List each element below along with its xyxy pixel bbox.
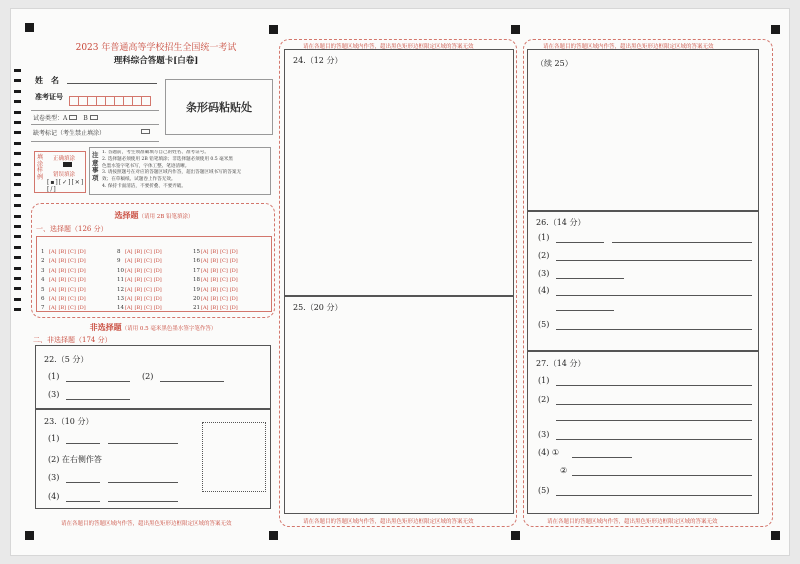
exam-title: 2023 年普通高等学校招生全国统一考试	[75, 43, 237, 53]
choice-bubble[interactable]: [C]	[220, 277, 228, 284]
q26-answer-line[interactable]	[556, 278, 624, 279]
q22-answer-line[interactable]	[160, 381, 224, 382]
choice-bubble[interactable]: [A]	[49, 267, 57, 274]
choice-bubble[interactable]: [C]	[68, 277, 76, 284]
choice-row	[193, 252, 265, 265]
choice-grid	[41, 243, 271, 312]
correct-fill-sample	[63, 162, 72, 167]
exam-id-boxes[interactable]	[69, 91, 159, 101]
choice-bubble[interactable]: [D]	[229, 249, 238, 255]
note-item: 色墨水签字笔书写，字体工整、笔迹清晰。	[102, 163, 190, 169]
note-item: 1. 答题前，考生须准确填写自己的姓名、准考证号。	[102, 150, 209, 155]
choice-bubble[interactable]: [C]	[144, 267, 152, 274]
choice-question-number: 12	[117, 286, 124, 293]
choice-bubble[interactable]: [B]	[58, 305, 67, 312]
choice-title: 选择题	[114, 210, 139, 220]
timing-track	[14, 69, 22, 319]
choice-bubble[interactable]: [B]	[58, 277, 67, 284]
q25-title: 25.（20 分）	[293, 303, 343, 312]
q27-part: ②	[560, 466, 568, 475]
choice-bubble[interactable]: [D]	[229, 267, 238, 274]
choice-bubble[interactable]: [C]	[220, 258, 228, 265]
choice-row	[193, 299, 265, 312]
choice-bubble[interactable]: [B]	[58, 249, 67, 255]
q22-part2: (2)	[142, 372, 154, 381]
timing-mark	[14, 267, 21, 270]
choice-question-number: 3	[41, 267, 45, 274]
timing-mark	[14, 90, 21, 93]
choice-row	[117, 281, 189, 293]
choice-bubble[interactable]: [A]	[125, 295, 133, 302]
timing-mark	[14, 121, 21, 124]
choice-bubble[interactable]: [B]	[134, 277, 143, 284]
nonchoice-note: （请用 0.5 毫米黑色墨水签字笔作答）	[121, 326, 217, 332]
choice-question-number: 13	[117, 295, 124, 302]
choice-question-number: 19	[193, 286, 200, 293]
q23-answer-line[interactable]	[108, 501, 178, 502]
choice-bubble[interactable]: [D]	[77, 249, 86, 255]
choice-section	[31, 203, 275, 318]
choice-question-number: 9	[117, 258, 121, 265]
choice-bubble[interactable]: [B]	[134, 286, 143, 293]
missing-mark-box[interactable]	[141, 129, 150, 134]
choice-bubble[interactable]: [D]	[229, 295, 238, 302]
choice-bubble[interactable]: [C]	[220, 305, 228, 312]
q23-part3: (3)	[48, 473, 60, 482]
q23-part4: (4)	[48, 492, 60, 501]
timing-mark	[14, 173, 21, 176]
timing-mark	[14, 194, 21, 197]
choice-bubble[interactable]: [B]	[210, 295, 219, 302]
choice-bubble[interactable]: [B]	[210, 305, 219, 312]
type-a-box[interactable]	[69, 115, 77, 120]
correct-fill-label: 正确填涂	[53, 156, 76, 162]
q27-answer-line[interactable]	[556, 495, 752, 496]
q22-part1: (1)	[48, 372, 60, 381]
choice-question-number: 18	[193, 277, 200, 284]
choice-bubble[interactable]: [C]	[220, 286, 228, 293]
q23-part1: (1)	[48, 434, 60, 443]
choice-bubble[interactable]: [D]	[153, 295, 162, 302]
top-warning: 请在各题目的答题区域内作答，超出黑色矩形边框限定区域的答案无效	[543, 44, 714, 50]
choice-question-number: 1	[41, 249, 45, 255]
choice-row	[41, 299, 113, 312]
choice-bubble[interactable]: [C]	[68, 258, 76, 265]
choice-bubble[interactable]: [B]	[210, 286, 219, 293]
q23-title: 23.（10 分）	[44, 417, 94, 426]
choice-bubble[interactable]: [D]	[229, 277, 238, 284]
choice-bubble[interactable]: [A]	[125, 258, 133, 265]
paper-type-b: B	[83, 115, 88, 122]
choice-bubble[interactable]: [C]	[144, 295, 152, 302]
choice-bubble[interactable]: [D]	[77, 277, 86, 284]
missing-mark-label: 缺考标记（考生禁止填涂）	[33, 130, 106, 137]
exam-id-digit-box[interactable]	[141, 96, 151, 106]
registration-mark	[771, 531, 780, 540]
timing-mark	[14, 308, 21, 311]
q26-answer-line[interactable]	[612, 242, 752, 243]
q27-answer-line[interactable]	[556, 439, 752, 440]
choice-row	[41, 290, 113, 302]
registration-mark	[269, 25, 278, 34]
choice-row	[193, 271, 265, 284]
choice-bubble[interactable]: [A]	[125, 267, 133, 274]
choice-bubble[interactable]: [D]	[153, 286, 162, 293]
choice-bubble[interactable]: [A]	[49, 258, 57, 265]
choice-bubble[interactable]: [D]	[153, 258, 162, 265]
timing-mark	[14, 69, 21, 72]
timing-mark	[14, 79, 21, 82]
choice-bubble[interactable]: [C]	[68, 267, 76, 274]
choice-bubble[interactable]: [D]	[77, 305, 86, 312]
fill-example-label: 填涂样例	[37, 154, 44, 181]
timing-mark	[14, 152, 21, 155]
note-item: 4. 保持卡面清洁，不要折叠、不要弄破。	[102, 183, 186, 189]
registration-mark	[25, 531, 34, 540]
choice-bubble[interactable]: [B]	[58, 267, 67, 274]
choice-column	[41, 243, 113, 312]
choice-question-number: 11	[117, 277, 124, 284]
choice-bubble[interactable]: [C]	[144, 249, 152, 255]
choice-note: （请用 2B 铅笔填涂）	[138, 214, 194, 220]
q26-title: 26.（14 分）	[536, 218, 586, 227]
q27-answer-line[interactable]	[572, 457, 632, 458]
choice-question-number: 15	[193, 249, 200, 255]
choice-bubble[interactable]: [C]	[68, 295, 76, 302]
q26-answer-line[interactable]	[556, 329, 752, 330]
wrong-fill-samples: [▪][✓][✕][/]	[47, 179, 85, 193]
choice-row	[41, 243, 113, 255]
q26-part: (2)	[538, 251, 550, 260]
choice-bubble[interactable]: [A]	[49, 286, 57, 293]
q23-drawing-area[interactable]	[202, 422, 266, 492]
q26-part: (4)	[538, 286, 550, 295]
bottom-warning: 请在各题目的答题区域内作答，超出黑色矩形边框限定区域的答案无效	[547, 519, 718, 525]
choice-bubble[interactable]: [C]	[220, 249, 228, 255]
choice-bubble[interactable]: [D]	[229, 286, 238, 293]
fill-example	[34, 151, 86, 193]
q22-box[interactable]	[35, 345, 271, 409]
choice-question-number: 5	[41, 286, 45, 293]
choice-row	[117, 252, 189, 265]
q27-part: (4) ①	[538, 448, 560, 457]
choice-bubble[interactable]: [A]	[125, 249, 133, 255]
choice-bubble[interactable]: [C]	[144, 277, 152, 284]
barcode-area: 条形码粘贴处	[165, 79, 273, 135]
q23-answer-line[interactable]	[108, 443, 178, 444]
q24-box[interactable]	[284, 49, 514, 296]
choice-bubble[interactable]: [D]	[153, 249, 162, 255]
choice-row	[41, 281, 113, 293]
bottom-warning: 请在各题目的答题区域内作答，超出黑色矩形边框限定区域的答案无效	[303, 519, 474, 525]
choice-bubble[interactable]: [D]	[153, 305, 162, 312]
choice-row	[117, 271, 189, 284]
wrong-fill-label: 错误填涂	[53, 172, 76, 178]
timing-mark	[14, 111, 21, 114]
nonchoice-section-label: 二、非选择题（174 分）	[33, 336, 112, 344]
top-warning: 请在各题目的答题区域内作答，超出黑色矩形边框限定区域的答案无效	[303, 44, 474, 50]
choice-row	[41, 262, 113, 274]
choice-row	[193, 290, 265, 302]
q23-answer-line[interactable]	[66, 443, 100, 444]
registration-mark	[269, 531, 278, 540]
timing-mark	[14, 246, 21, 249]
choice-bubble[interactable]: [B]	[58, 258, 67, 265]
timing-mark	[14, 235, 21, 238]
choice-bubble[interactable]: [C]	[68, 286, 76, 293]
q22-part3: (3)	[48, 390, 60, 399]
choice-bubble[interactable]: [C]	[220, 295, 228, 302]
choice-row	[193, 262, 265, 274]
choice-row	[41, 252, 113, 265]
choice-row	[117, 262, 189, 274]
q26-answer-line[interactable]	[556, 242, 604, 243]
choice-bubble[interactable]: [D]	[77, 267, 86, 274]
choice-question-number: 14	[117, 305, 124, 312]
choice-bubble[interactable]: [D]	[229, 258, 238, 265]
q27-box[interactable]	[527, 351, 759, 514]
choice-bubble[interactable]: [A]	[125, 277, 133, 284]
choice-column	[117, 243, 189, 312]
choice-bubble[interactable]: [C]	[68, 249, 76, 255]
q26-answer-line[interactable]	[556, 260, 752, 261]
timing-mark	[14, 183, 21, 186]
choice-bubble[interactable]: [D]	[153, 277, 162, 284]
bottom-warning: 请在各题目的答题区域内作答，超出黑色矩形边框限定区域的答案无效	[61, 521, 232, 527]
q27-part: (2)	[538, 395, 550, 404]
timing-mark	[14, 298, 21, 301]
timing-mark	[14, 100, 21, 103]
q23-part2: (2) 在右侧作答	[48, 455, 102, 464]
q27-answer-line[interactable]	[556, 404, 752, 405]
q27-answer-line[interactable]	[572, 475, 752, 476]
choice-bubble[interactable]: [C]	[144, 305, 152, 312]
choice-question-number: 6	[41, 295, 45, 302]
q24-title: 24.（12 分）	[293, 56, 343, 65]
choice-column	[193, 243, 265, 312]
choice-bubble[interactable]: [A]	[201, 305, 209, 312]
choice-bubble[interactable]: [D]	[77, 258, 86, 265]
q27-part: (3)	[538, 430, 550, 439]
timing-mark	[14, 287, 21, 290]
q23-box[interactable]	[35, 409, 271, 509]
choice-row	[193, 243, 265, 255]
choice-bubble[interactable]: [B]	[58, 286, 67, 293]
q22-title: 22.（5 分）	[44, 355, 89, 364]
choice-row	[41, 271, 113, 284]
choice-bubble[interactable]: [C]	[144, 286, 152, 293]
choice-bubble[interactable]: [C]	[68, 305, 76, 312]
choice-question-number: 21	[193, 305, 200, 312]
notes-list	[102, 150, 270, 191]
q25-cont-title: （续 25）	[536, 59, 573, 68]
q25-box[interactable]	[284, 296, 514, 514]
notes-label: 注意事项	[92, 151, 99, 182]
choice-bubble[interactable]: [A]	[49, 305, 57, 312]
choice-row	[193, 281, 265, 293]
answer-sheet	[10, 8, 790, 556]
timing-mark	[14, 256, 21, 259]
registration-mark	[511, 25, 520, 34]
choice-bubble[interactable]: [B]	[58, 295, 67, 302]
q26-answer-line[interactable]	[556, 295, 752, 296]
choice-bubble[interactable]: [B]	[210, 249, 219, 255]
choice-bubble[interactable]: [B]	[134, 295, 143, 302]
choice-bubble[interactable]: [D]	[77, 295, 86, 302]
q27-part: (1)	[538, 376, 550, 385]
note-item: 3. 请按照题号在对应的答题区域内作答，超出答题区域书写的答案无	[102, 170, 242, 176]
note-item: 2. 选择题必须使用 2B 铅笔填涂；非选择题必须使用 0.5 毫米黑	[102, 156, 233, 162]
timing-mark	[14, 163, 21, 166]
choice-bubble[interactable]: [A]	[201, 295, 209, 302]
choice-bubble[interactable]: [D]	[77, 286, 86, 293]
choice-question-number: 20	[193, 295, 200, 302]
q27-answer-line[interactable]	[556, 420, 752, 421]
choice-bubble[interactable]: [B]	[210, 267, 219, 274]
choice-bubble[interactable]: [B]	[134, 267, 143, 274]
choice-bubble[interactable]: [B]	[134, 258, 143, 265]
note-item: 效；在草稿纸、试题卷上作答无效。	[102, 177, 176, 183]
notes-box	[89, 147, 271, 195]
choice-question-number: 2	[41, 258, 45, 265]
type-b-box[interactable]	[90, 115, 98, 120]
choice-bubble[interactable]: [A]	[201, 258, 209, 265]
q22-answer-line[interactable]	[66, 381, 130, 382]
choice-bubble[interactable]: [B]	[134, 305, 143, 312]
choice-bubble[interactable]: [A]	[201, 267, 209, 274]
registration-mark	[511, 531, 520, 540]
choice-bubble[interactable]: [B]	[210, 277, 219, 284]
q25-continued-box[interactable]	[527, 49, 759, 211]
choice-bubble[interactable]: [A]	[201, 249, 209, 255]
timing-mark	[14, 204, 21, 207]
choice-question-number: 10	[117, 267, 124, 274]
q26-answer-line[interactable]	[556, 310, 614, 311]
choice-question-number: 16	[193, 258, 200, 265]
choice-bubble[interactable]: [A]	[49, 295, 57, 302]
choice-row	[117, 243, 189, 255]
q26-part: (1)	[538, 233, 550, 242]
timing-mark	[14, 142, 21, 145]
timing-mark	[14, 131, 21, 134]
choice-question-number: 7	[41, 305, 45, 312]
q27-answer-line[interactable]	[556, 385, 752, 386]
choice-bubble[interactable]: [C]	[220, 267, 228, 274]
q26-part: (5)	[538, 320, 550, 329]
choice-bubble[interactable]: [A]	[201, 277, 209, 284]
choice-bubble[interactable]: [C]	[144, 258, 152, 265]
choice-section-label: 一、选择题（126 分）	[36, 225, 108, 233]
q26-box[interactable]	[527, 211, 759, 351]
q23-answer-line[interactable]	[66, 482, 100, 483]
choice-row	[117, 299, 189, 312]
paper-type-label: 试卷类型：A	[33, 115, 68, 122]
registration-mark	[771, 25, 780, 34]
nonchoice-title: 非选择题	[89, 322, 122, 332]
exam-id-label: 准考证号	[35, 92, 63, 101]
q27-part: (5)	[538, 486, 550, 495]
q26-part: (3)	[538, 269, 550, 278]
choice-question-number: 8	[117, 249, 121, 255]
timing-mark	[14, 215, 21, 218]
name-label: 姓 名	[35, 75, 59, 85]
choice-bubble[interactable]: [B]	[210, 258, 219, 265]
choice-question-number: 4	[41, 277, 45, 284]
choice-bubble[interactable]: [A]	[125, 305, 133, 312]
choice-bubble[interactable]: [D]	[229, 305, 238, 312]
registration-mark	[25, 23, 34, 32]
q22-answer-line[interactable]	[66, 399, 130, 400]
choice-bubble[interactable]: [A]	[49, 277, 57, 284]
choice-bubble[interactable]: [D]	[153, 267, 162, 274]
card-title: 理科综合答题卡[白卷]	[113, 56, 199, 66]
choice-bubble[interactable]: [A]	[201, 286, 209, 293]
timing-mark	[14, 225, 21, 228]
q23-answer-line[interactable]	[66, 501, 100, 502]
timing-mark	[14, 277, 21, 280]
q27-title: 27.（14 分）	[536, 359, 586, 368]
name-field[interactable]	[67, 83, 157, 84]
choice-bubble[interactable]: [A]	[49, 249, 57, 255]
q23-answer-line[interactable]	[108, 482, 178, 483]
choice-bubble[interactable]: [B]	[134, 249, 143, 255]
choice-question-number: 17	[193, 267, 200, 274]
choice-row	[117, 290, 189, 302]
choice-bubble[interactable]: [A]	[125, 286, 133, 293]
